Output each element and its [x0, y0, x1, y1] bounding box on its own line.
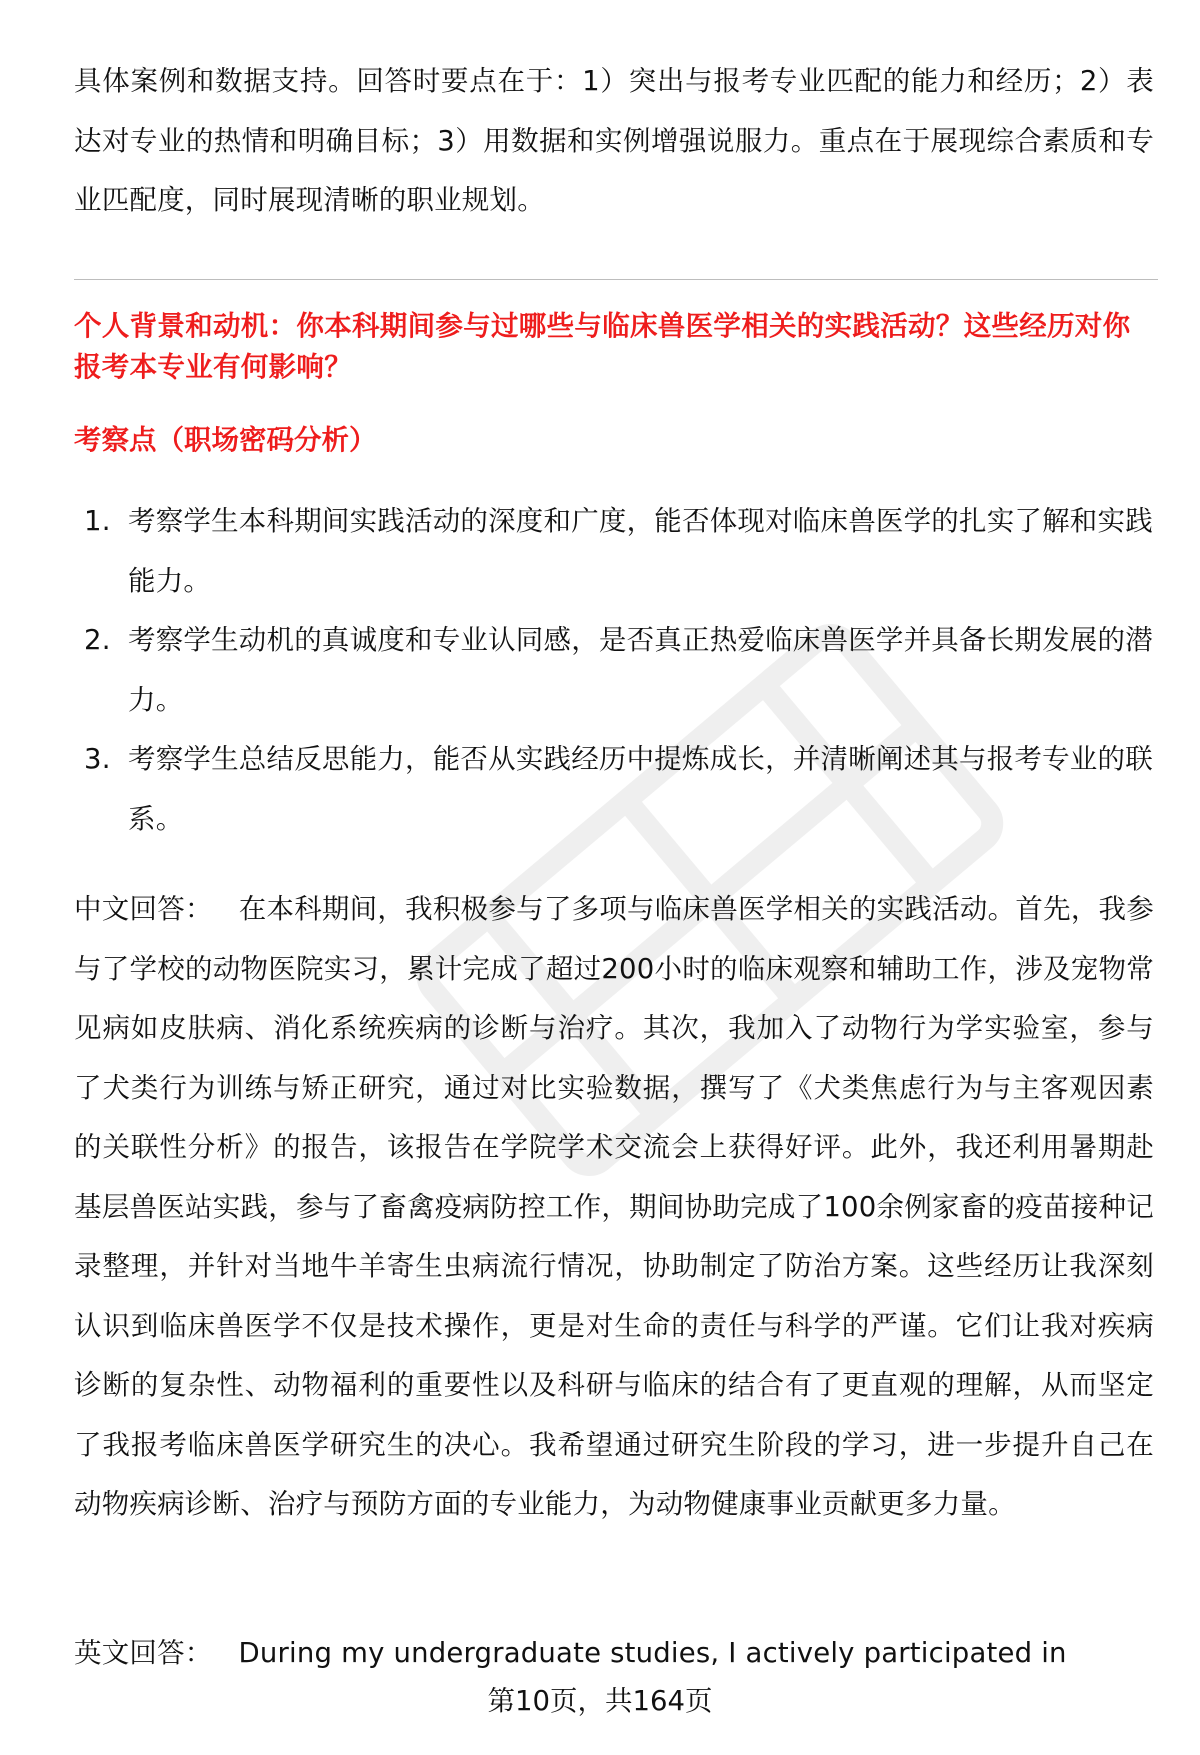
list-item-number: 3. [84, 743, 111, 775]
english-answer-text: During my undergraduate studies, I actively participated in [238, 1637, 1067, 1669]
english-answer-label: 英文回答： [74, 1637, 213, 1669]
chinese-answer-label: 中文回答： [74, 893, 213, 925]
list-item-text: 考察学生总结反思能力，能否从实践经历中提炼成长，并清晰阐述其与报考专业的联系。 [128, 743, 1153, 835]
page-footer: 第10页，共164页 [487, 1685, 713, 1717]
list-item-number: 1. [84, 505, 111, 537]
list-item-text: 考察学生本科期间实践活动的深度和广度，能否体现对临床兽医学的扎实了解和实践能力。 [128, 505, 1153, 597]
chinese-answer-paragraph [74, 880, 1154, 1535]
intro-paragraph: 具体案例和数据支持。回答时要点在于：1）突出与报考专业匹配的能力和经历；2）表达对专业的热情和明确目标；3）用数据和实例增强说服力。重点在于展现综合素质和专业匹配度，同时展现清晰的职业规划。 [74, 65, 1154, 216]
list-item [74, 611, 1158, 730]
assessment-heading: 考察点（职场密码分析） [74, 424, 377, 456]
english-answer-paragraph [74, 1624, 1154, 1684]
question-heading: 个人背景和动机：你本科期间参与过哪些与临床兽医学相关的实践活动？这些经历对你报考本专业有何影响？ [74, 310, 1131, 383]
list-item [74, 730, 1158, 849]
list-item-number: 2. [84, 624, 111, 656]
assessment-list [74, 492, 1158, 849]
chinese-answer-text: 在本科期间，我积极参与了多项与临床兽医学相关的实践活动。首先，我参与了学校的动物医院实习，累计完成了超过200小时的临床观察和辅助工作，涉及宠物常见病如皮肤病、消化系统疾病的诊断与治疗。其次，我加入了动物行为学实验室，参与了犬类行为训练与矫正研究，通过对比实验数据，撰写了《犬类焦虑行为与主客观因素的关联性分析》的报告，该报告在学院学术交流会上获得好评。此外，我还利用暑期赴基层兽医站实践，参与了畜禽疫病防控工作，期间协助完成了100余例家畜的疫苗接种记录整理，并针对当地牛羊寄生虫病流行情况，协助制定了防治方案。这些经历让我深刻认识到临床兽医学不仅是技术操作，更是对生命的责任与科学的严谨。它们让我对疾病诊断的复杂性、动物福利的重要性以及科研与临床的结合有了更直观的理解，从而坚定了我报考临床兽医学研究生的决心。我希望通过研究生阶段的学习，进一步提升自己在动物疾病诊断、治疗与预防方面的专业能力，为动物健康事业贡献更多力量。 [74, 893, 1154, 1520]
list-item [74, 492, 1158, 611]
list-item-text: 考察学生动机的真诚度和专业认同感，是否真正热爱临床兽医学并具备长期发展的潜力。 [128, 624, 1153, 716]
section-divider [74, 279, 1158, 280]
